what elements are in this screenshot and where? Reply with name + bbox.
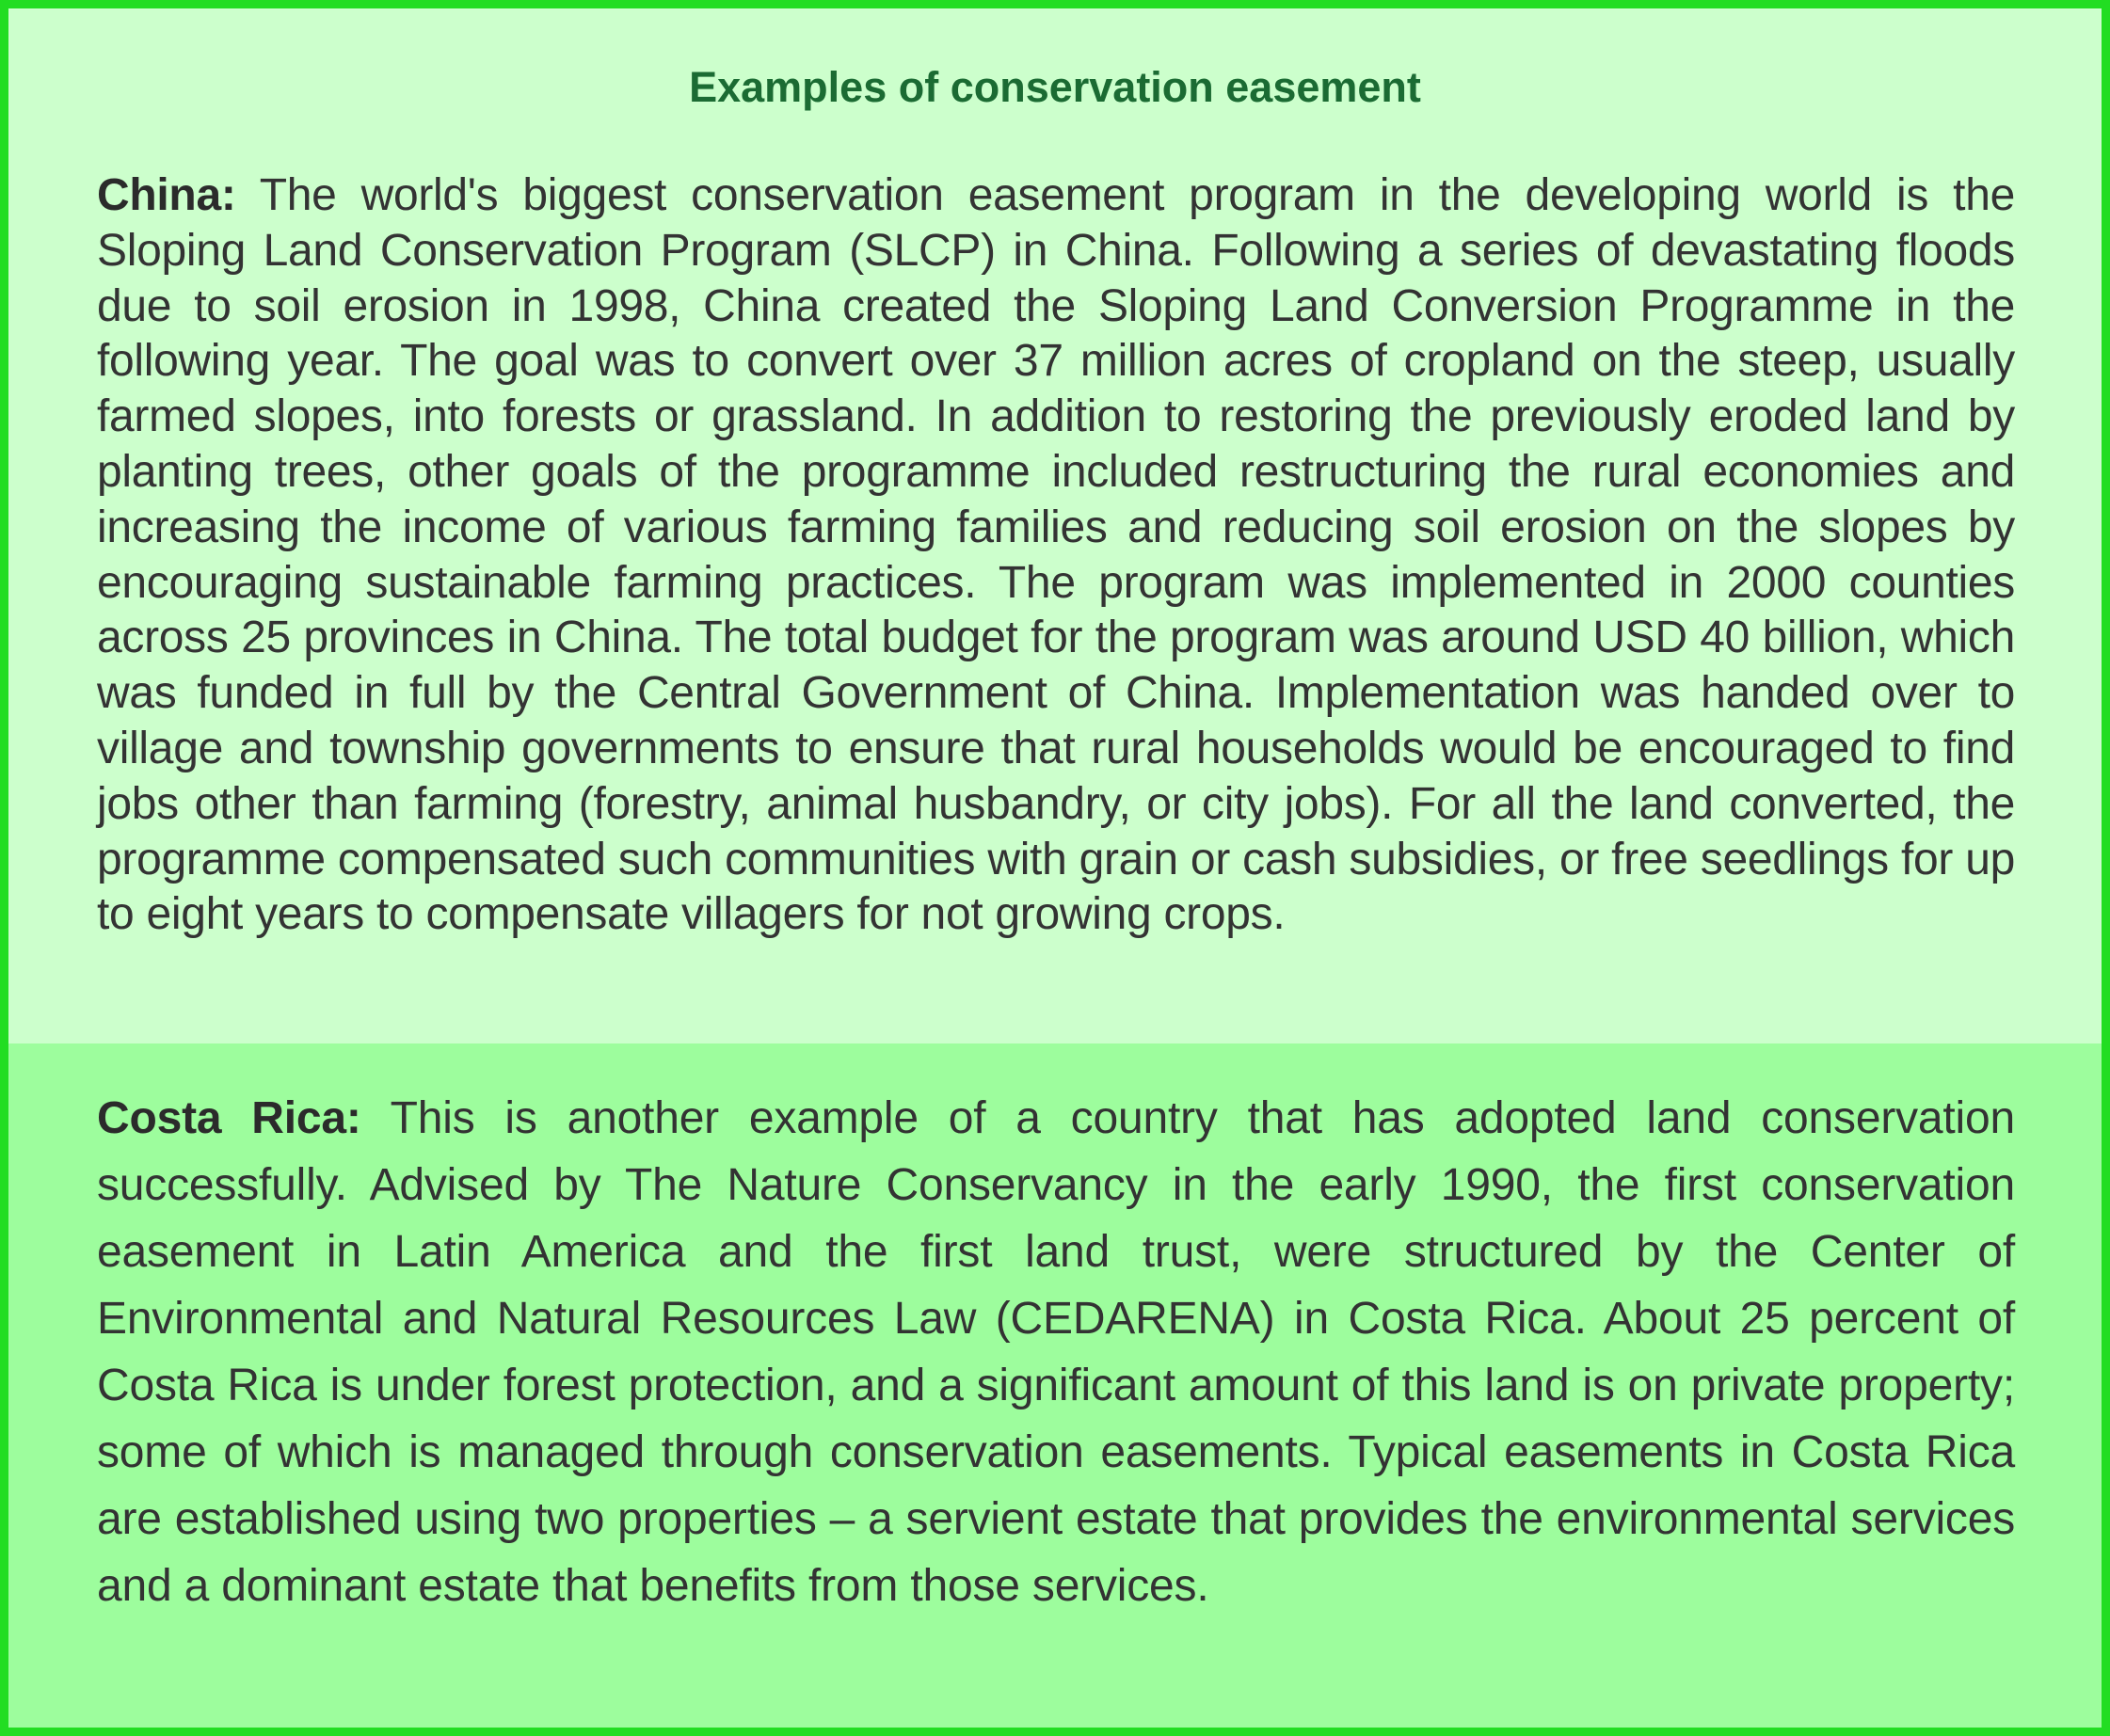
costa-rica-text: This is another example of a country that has adopted land conservation successfully. Advised by The Nature Conservancy in the early 1990, the first conservation easement in Latin America and the first land trust, were structured by the Center of Environmental and Natural Resources Law (CEDARENA) in Costa Rica. About 25 percent of Costa Rica is under forest protection, and a significant amount of this land is on private property; some of which is managed through conservation easements. Typical easements in Costa Rica are established using two properties – a servient estate that provides the environmental services and a dominant estate that benefits from those services. <box>97 1093 2015 1611</box>
china-text: The world's biggest conservation easement program in the developing world is the Sloping Land Conservation Program (SLCP) in China. Following a series of devastating floods due to soil erosion in 1998, China created the Sloping Land Conversion Programme in the following year. The goal was to convert over 37 million acres of cropland on the steep, usually farmed slopes, into forests or grassland. In addition to restoring the previously eroded land by planting trees, other goals of the programme included restructuring the rural economies and increasing the income of various farming families and reducing soil erosion on the slopes by encouraging sustainable farming practices. The program was implemented in 2000 counties across 25 provinces in China. The total budget for the program was around USD 40 billion, which was funded in full by the Central Government of China. Implementation was handed over to village and township governments to ensure that rural households would be encouraged to find jobs other than farming (forestry, animal husbandry, or city jobs). For all the land converted, the programme compensated such communities with grain or cash subsidies, or free seedlings for up to eight years to compensate villagers for not growing crops. <box>97 170 2015 940</box>
box-title: Examples of conservation easement <box>689 63 1421 111</box>
bottom-section <box>8 1043 2102 1728</box>
top-section <box>8 8 2102 1043</box>
china-paragraph <box>97 168 2015 943</box>
china-label: China: <box>97 170 236 220</box>
costa-rica-label: Costa Rica: <box>97 1093 361 1143</box>
costa-rica-paragraph <box>97 1085 2015 1619</box>
